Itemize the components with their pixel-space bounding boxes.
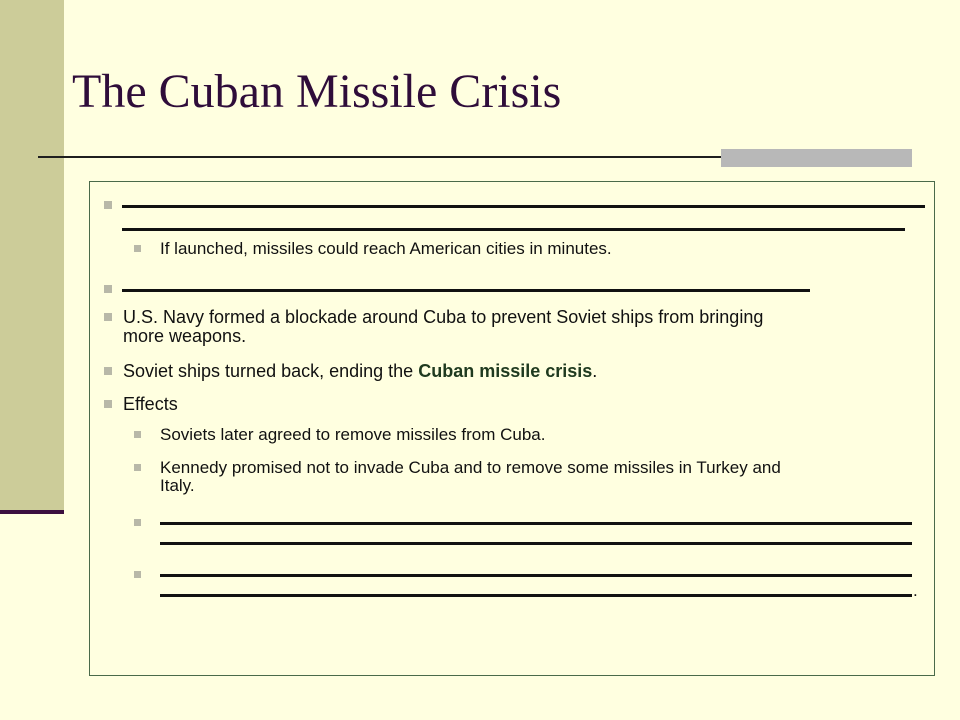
bullet-marker [134,245,141,252]
bullet-text [123,362,597,380]
bullet-marker [104,201,112,209]
sub-bullet-text: If launched, missiles could reach American cities in minutes. [160,239,612,258]
bullet-marker [104,285,112,293]
bullet-text-continued: more weapons. [123,326,247,346]
sub-bullet-text: Kennedy promised not to invade Cuba and to remove some missiles in Turkey and [160,458,781,477]
bullet-marker [104,313,112,321]
bullet-text: Effects [123,394,178,414]
bullet-marker [134,571,141,578]
bullet-marker [104,400,112,408]
title-divider-accent [721,149,912,167]
blank-line [122,228,905,231]
line-end-period: . [913,581,918,600]
bullet-marker [134,464,141,471]
left-accent-bar [0,0,64,510]
slide-title: The Cuban Missile Crisis [72,65,562,118]
bullet-text: U.S. Navy formed a blockade around Cuba to prevent Soviet ships from bringing [123,307,764,327]
bullet-marker [134,519,141,526]
sub-bullet-text: Soviets later agreed to remove missiles from Cuba. [160,425,546,444]
blank-line [160,594,912,597]
blank-line [160,574,912,577]
key-term: Cuban missile crisis [418,361,593,381]
bullet-marker [134,431,141,438]
left-accent-underline [0,510,64,514]
bullet-marker [104,367,112,375]
blank-line [122,289,810,292]
sub-bullet-text-continued: Italy. [160,476,195,495]
blank-line [160,522,912,525]
bullet-text-lead: Soviet ships turned back, ending the [123,361,419,381]
blank-line [122,205,925,208]
blank-line [160,542,912,545]
bullet-text-tail: . [592,361,598,381]
